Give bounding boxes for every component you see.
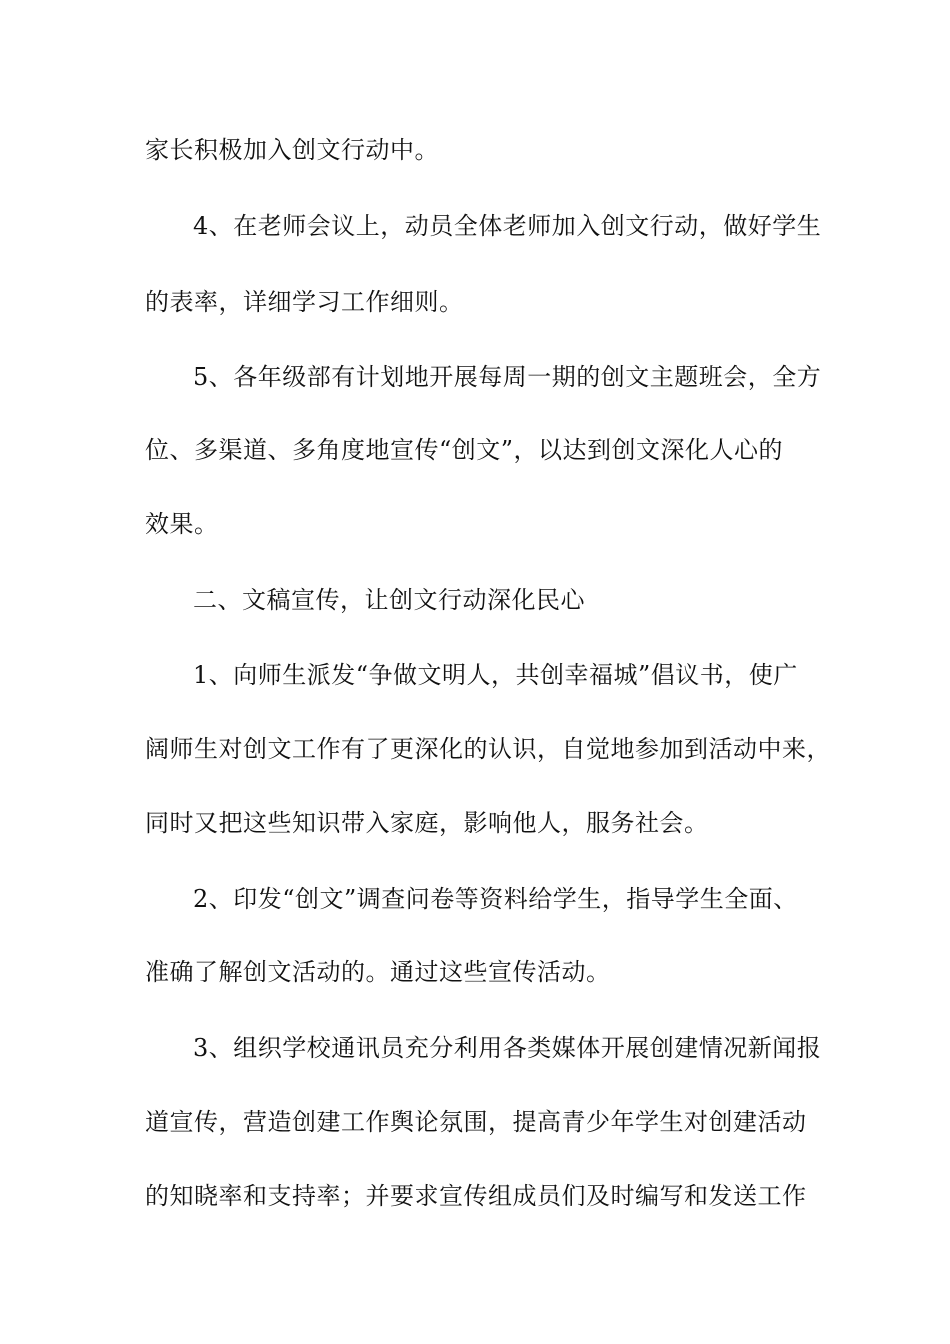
text-line: 5、各年级部有计划地开展每周一期的创文主题班会，全方	[193, 363, 822, 391]
text-line: 4、在老师会议上，动员全体老师加入创文行动，做好学生	[193, 212, 822, 240]
text-line: 效果。	[145, 510, 219, 538]
text-line: 1、向师生派发“争做文明人，共创幸福城”倡议书，使广	[193, 661, 798, 689]
text-line: 的表率，详细学习工作细则。	[145, 288, 464, 316]
text-line: 的知晓率和支持率；并要求宣传组成员们及时编写和发送工作	[145, 1182, 807, 1210]
text-line: 2、印发“创文”调查问卷等资料给学生，指导学生全面、	[193, 885, 798, 913]
text-line: 位、多渠道、多角度地宣传“创文”，以达到创文深化人心的	[145, 436, 784, 464]
text-line: 准确了解创文活动的。通过这些宣传活动。	[145, 958, 611, 986]
section-heading: 二、文稿宣传，让创文行动深化民心	[193, 586, 585, 614]
text-line: 家长积极加入创文行动中。	[145, 136, 439, 164]
text-line: 3、组织学校通讯员充分利用各类媒体开展创建情况新闻报	[193, 1034, 822, 1062]
text-line: 阔师生对创文工作有了更深化的认识，自觉地参加到活动中来，	[145, 735, 831, 763]
text-line: 同时又把这些知识带入家庭，影响他人，服务社会。	[145, 809, 709, 837]
text-line: 道宣传，营造创建工作舆论氛围，提高青少年学生对创建活动	[145, 1108, 807, 1136]
